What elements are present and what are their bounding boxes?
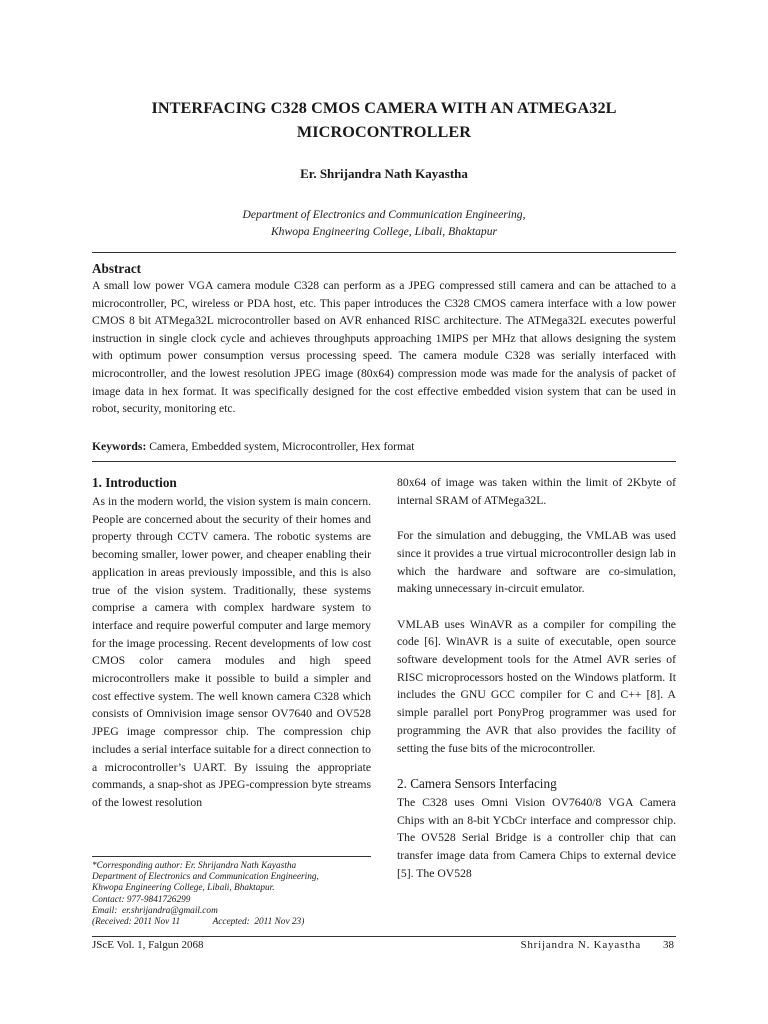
page-number: 38 (663, 939, 674, 951)
keywords-line (92, 438, 676, 455)
title-line-1: INTERFACING C328 CMOS CAMERA WITH AN ATMEGA32L (151, 99, 617, 117)
right-column (397, 474, 676, 882)
footer-divider (92, 936, 676, 937)
author-name: Er. Shrijandra Nath Kayastha (300, 166, 468, 181)
section-heading-introduction: 1. Introduction (92, 475, 177, 490)
paragraph: 80x64 of image was taken within the limit of 2Kbyte of internal SRAM of ATMega32L. (397, 476, 676, 507)
footnote (92, 861, 382, 928)
left-column (92, 474, 371, 812)
paragraph: For the simulation and debugging, the VMLAB was used since it provides a true virtual microcontroller design lab in which the hardware and software are co-simulation, making unnecessary in-circuit emulator. (397, 529, 676, 596)
section-heading-camera-sensors: 2. Camera Sensors Interfacing (397, 775, 557, 791)
footnote-line: Contact: 977-9841726299 (92, 894, 191, 905)
footnote-divider (92, 856, 371, 857)
journal-info: JScE Vol. 1, Falgun 2068 (92, 939, 204, 951)
abstract-divider (92, 461, 676, 462)
paragraph: As in the modern world, the vision system is main concern. People are concerned about the security of their homes and property through CCTV camera. The robotic systems are becoming smaller, lower power, and cheaper enabling their application in areas previously impossible, and this is also true of the vision system. Traditionally, these systems comprise a camera with complex hardware system to interface and require powerful computer and large memory for the image processing. Recent developments of low cost CMOS color camera modules and high speed microcontrollers make it possible to build a simpler and cost effective system. The well known camera C328 which consists of Omnivision image sensor OV7640 and OV528 JPEG image compressor chip. The compression chip includes a serial interface suitable for a direct connection to a microcontroller’s UART. By issuing the appropriate commands, a snap-shot as JPEG-compression byte streams of the lowest resolution (92, 495, 371, 809)
affiliation-line-2: Khwopa Engineering College, Libali, Bhaktapur (270, 225, 498, 238)
keywords-list: Camera, Embedded system, Microcontroller, Hex format (146, 440, 415, 453)
abstract-heading: Abstract (92, 261, 142, 276)
keywords-label: Keywords: (92, 440, 147, 453)
abstract-text: A small low power VGA camera module C328 can perform as a JPEG compressed still camera and can be attached to a microcontroller, PC, wireless or PDA host, etc. This paper introduces the C328 CMOS camera interface with a low power CMOS 8 bit ATMega32L microcontroller based on AVR enhanced RISC architecture. The ATMega32L executes powerful instruction in single clock cycle and achieves throughputs approaching 1MIPS per MHz that allows designing the system with optimum power consumption versus processing speed. The camera module C328 was serially interfaced with microcontroller, and the lowest resolution JPEG image (80x64) compression mode was made for the analysis of packet of image data in hex format. It was specifically designed for the cost effective embedded vision system that can be used in robot, security, monitoring etc. (92, 279, 676, 416)
affiliation-line-1: Department of Electronics and Communication Engineering, (242, 208, 526, 221)
paragraph: The C328 uses Omni Vision OV7640/8 VGA Camera Chips with an 8-bit YCbCr interface and compressor chip. The OV528 Serial Bridge is a controller chip that can transfer image data from Camera Chips to external device [5]. The OV528 (397, 795, 676, 880)
title-line-2: MICROCONTROLLER (296, 123, 472, 141)
paragraph: VMLAB uses WinAVR as a compiler for compiling the code [6]. WinAVR is a suite of executable, open source software development tools for the Atmel AVR series of RISC microprocessors hosted on the Windows platform. It includes the GNU GCC compiler for C and C++ [8]. A simple parallel port PonyProg programmer was used for programming the AVR that also provides the facility of setting the fuse bits of the microcontroller. (397, 617, 676, 755)
footnote-line: Khwopa Engineering College, Libali, Bhaktapur. (92, 883, 275, 894)
paper-title (92, 96, 676, 144)
footnote-line: *Corresponding author: Er. Shrijandra Nath Kayastha (92, 861, 297, 871)
running-author: Shrijandra N. Kayastha (520, 939, 641, 951)
footnote-line: Department of Electronics and Communication Engineering, (92, 872, 319, 883)
footnote-line: (Received: 2011 Nov 11 Accepted: 2011 Nov 23) (92, 917, 305, 928)
header-divider (92, 252, 676, 253)
affiliation (92, 206, 676, 240)
footnote-line: Email: er.shrijandra@gmail.com (92, 905, 218, 916)
running-footer (520, 938, 674, 952)
